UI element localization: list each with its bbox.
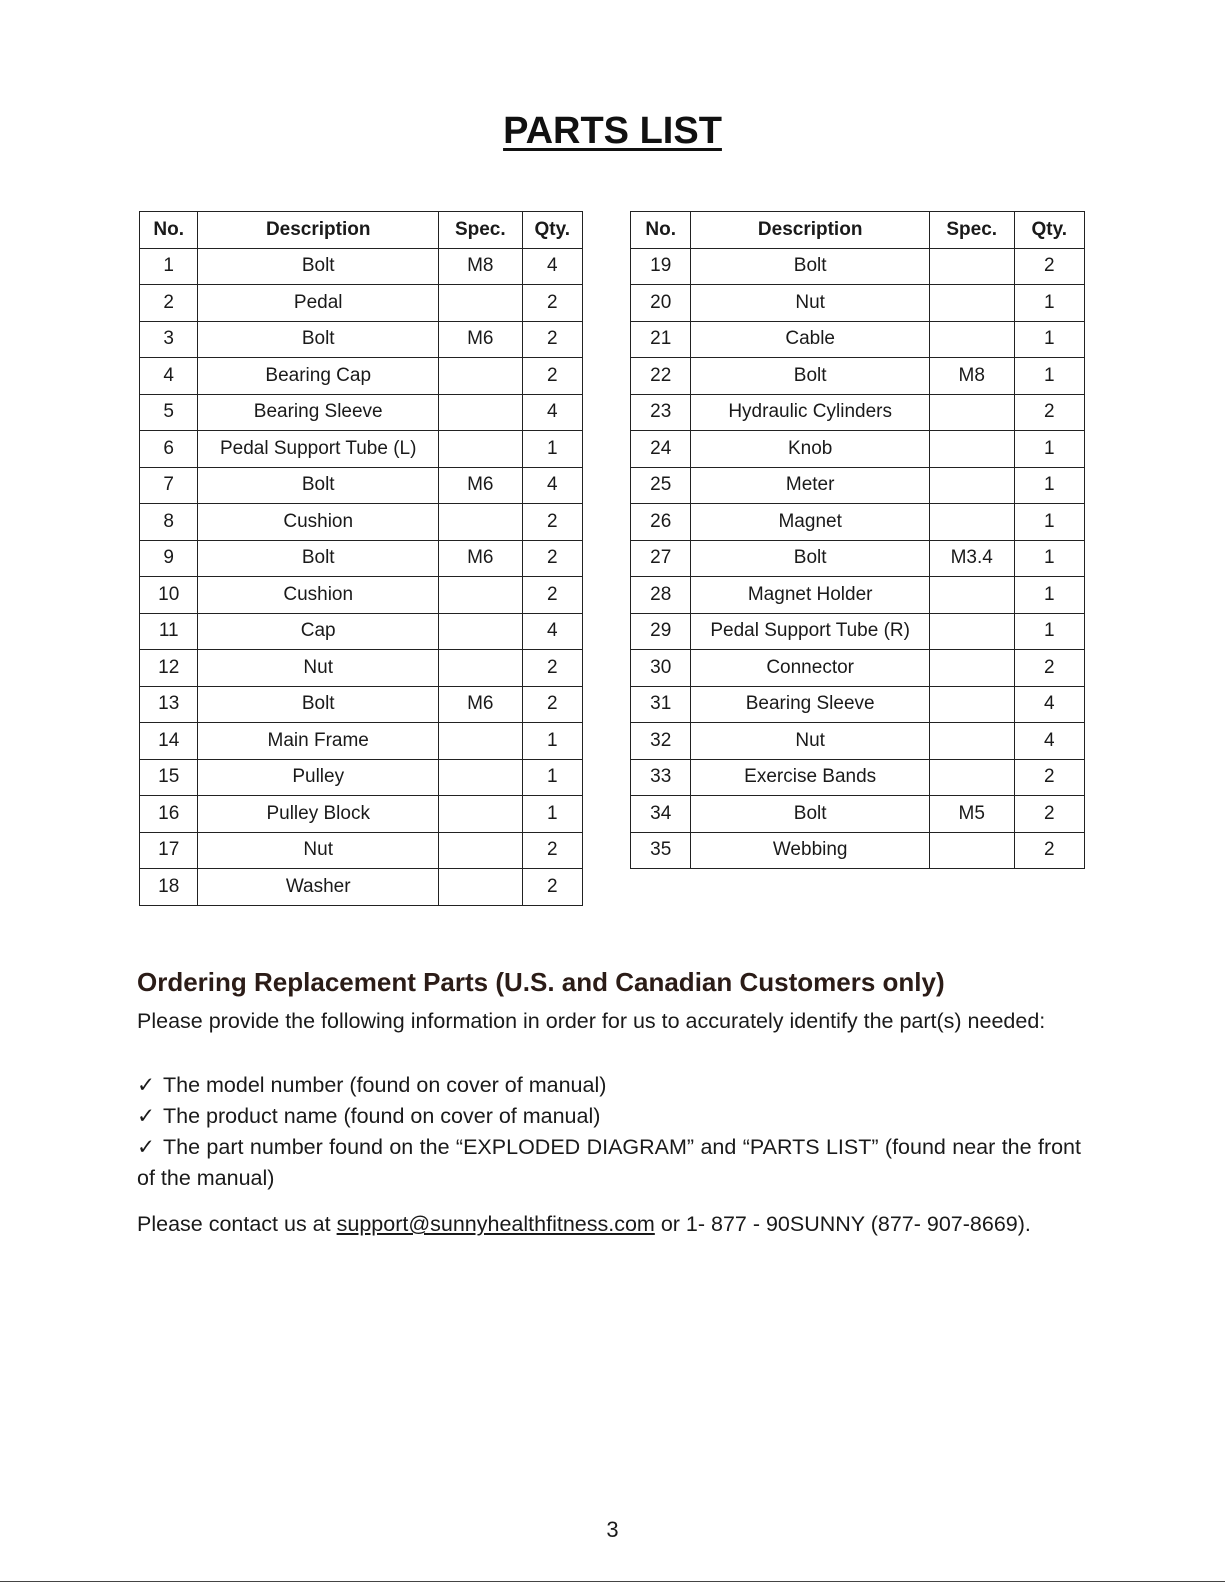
cell-description: Bearing Cap xyxy=(198,358,439,395)
cell-spec: M8 xyxy=(929,358,1014,395)
table-row xyxy=(631,540,1085,577)
cell-qty: 2 xyxy=(1014,759,1085,796)
cell-qty: 2 xyxy=(522,540,582,577)
table-row xyxy=(140,759,583,796)
cell-no: 26 xyxy=(631,504,691,541)
cell-description: Bolt xyxy=(691,540,930,577)
table-row xyxy=(631,248,1085,285)
page-title: PARTS LIST xyxy=(503,110,722,152)
cell-spec xyxy=(929,723,1014,760)
table-row xyxy=(631,796,1085,833)
cell-spec: M6 xyxy=(439,540,523,577)
check-mark-icon: ✓ xyxy=(137,1135,156,1159)
cell-spec xyxy=(929,577,1014,614)
cell-qty: 2 xyxy=(522,832,582,869)
table-row xyxy=(631,504,1085,541)
cell-no: 22 xyxy=(631,358,691,395)
table-row xyxy=(140,431,583,468)
cell-no: 5 xyxy=(140,394,198,431)
cell-no: 17 xyxy=(140,832,198,869)
cell-no: 21 xyxy=(631,321,691,358)
cell-spec xyxy=(439,394,523,431)
checklist-item-product-name xyxy=(137,1101,1081,1132)
cell-description: Magnet xyxy=(691,504,930,541)
cell-qty: 2 xyxy=(1014,248,1085,285)
table-row xyxy=(631,358,1085,395)
cell-spec: M6 xyxy=(439,686,523,723)
cell-qty: 1 xyxy=(1014,504,1085,541)
cell-qty: 2 xyxy=(522,686,582,723)
table-row xyxy=(140,504,583,541)
cell-spec xyxy=(439,723,523,760)
cell-qty: 2 xyxy=(522,321,582,358)
cell-spec xyxy=(929,431,1014,468)
parts-table-right-body xyxy=(631,248,1085,869)
column-header-qty: Qty. xyxy=(1014,212,1085,249)
checklist-item-part-number xyxy=(137,1132,1081,1194)
table-row xyxy=(631,467,1085,504)
cell-qty: 1 xyxy=(522,796,582,833)
support-email-link[interactable]: support@sunnyhealthfitness.com xyxy=(336,1212,655,1236)
cell-no: 35 xyxy=(631,832,691,869)
cell-no: 19 xyxy=(631,248,691,285)
cell-spec: M3.4 xyxy=(929,540,1014,577)
cell-no: 18 xyxy=(140,869,198,906)
cell-description: Bearing Sleeve xyxy=(691,686,930,723)
cell-qty: 4 xyxy=(522,394,582,431)
cell-spec: M6 xyxy=(439,321,523,358)
cell-description: Bolt xyxy=(691,358,930,395)
parts-table-left-body xyxy=(140,248,583,905)
cell-qty: 1 xyxy=(1014,613,1085,650)
cell-description: Meter xyxy=(691,467,930,504)
table-row xyxy=(140,832,583,869)
cell-qty: 2 xyxy=(1014,832,1085,869)
column-header-spec: Spec. xyxy=(929,212,1014,249)
column-header-qty: Qty. xyxy=(522,212,582,249)
table-row xyxy=(140,613,583,650)
cell-no: 30 xyxy=(631,650,691,687)
check-mark-icon: ✓ xyxy=(137,1073,156,1097)
cell-description: Cable xyxy=(691,321,930,358)
cell-description: Nut xyxy=(198,832,439,869)
table-row xyxy=(140,650,583,687)
cell-no: 2 xyxy=(140,285,198,322)
cell-description: Pedal xyxy=(198,285,439,322)
cell-spec xyxy=(439,285,523,322)
cell-no: 20 xyxy=(631,285,691,322)
cell-spec: M8 xyxy=(439,248,523,285)
table-row xyxy=(631,577,1085,614)
cell-no: 12 xyxy=(140,650,198,687)
contact-phone: or 1- 877 - 90SUNNY (877- 907-8669). xyxy=(660,1212,1031,1236)
checklist-item-model-number xyxy=(137,1070,1081,1101)
cell-description: Bolt xyxy=(198,540,439,577)
cell-description: Bolt xyxy=(691,796,930,833)
cell-no: 9 xyxy=(140,540,198,577)
table-row xyxy=(631,686,1085,723)
table-row xyxy=(631,431,1085,468)
cell-spec xyxy=(929,248,1014,285)
cell-no: 27 xyxy=(631,540,691,577)
contact-prefix: Please contact us at xyxy=(137,1212,331,1236)
cell-spec: M5 xyxy=(929,796,1014,833)
table-row xyxy=(631,723,1085,760)
cell-description: Knob xyxy=(691,431,930,468)
cell-spec xyxy=(929,467,1014,504)
cell-description: Nut xyxy=(198,650,439,687)
cell-no: 23 xyxy=(631,394,691,431)
cell-description: Washer xyxy=(198,869,439,906)
table-row xyxy=(631,832,1085,869)
table-row xyxy=(140,686,583,723)
cell-spec xyxy=(929,832,1014,869)
cell-description: Pedal Support Tube (R) xyxy=(691,613,930,650)
cell-qty: 1 xyxy=(522,723,582,760)
cell-qty: 1 xyxy=(522,759,582,796)
checklist-item-text: The product name (found on cover of manual) xyxy=(163,1104,601,1128)
table-row xyxy=(140,467,583,504)
cell-qty: 4 xyxy=(1014,723,1085,760)
cell-no: 13 xyxy=(140,686,198,723)
cell-qty: 1 xyxy=(1014,467,1085,504)
cell-spec xyxy=(929,504,1014,541)
cell-description: Cushion xyxy=(198,577,439,614)
cell-description: Main Frame xyxy=(198,723,439,760)
cell-qty: 1 xyxy=(522,431,582,468)
cell-no: 14 xyxy=(140,723,198,760)
bottom-rule xyxy=(0,1581,1225,1582)
cell-no: 33 xyxy=(631,759,691,796)
cell-spec xyxy=(929,613,1014,650)
table-row xyxy=(631,650,1085,687)
cell-no: 11 xyxy=(140,613,198,650)
table-row xyxy=(140,248,583,285)
check-mark-icon: ✓ xyxy=(137,1104,156,1128)
cell-description: Nut xyxy=(691,723,930,760)
checklist-item-text: The part number found on the “EXPLODED DIAGRAM” and “PARTS LIST” (found near the front of the manual) xyxy=(137,1135,1081,1190)
cell-qty: 2 xyxy=(522,358,582,395)
checklist-item-text: The model number (found on cover of manual) xyxy=(163,1073,607,1097)
cell-description: Bolt xyxy=(198,321,439,358)
ordering-intro: Please provide the following information in order for us to accurately identify the part(s) needed: xyxy=(137,1009,1046,1033)
cell-spec xyxy=(929,394,1014,431)
table-header-row xyxy=(631,212,1085,249)
cell-no: 34 xyxy=(631,796,691,833)
cell-description: Pulley Block xyxy=(198,796,439,833)
cell-qty: 2 xyxy=(522,504,582,541)
cell-no: 3 xyxy=(140,321,198,358)
table-row xyxy=(631,394,1085,431)
contact-paragraph xyxy=(137,1206,1081,1242)
cell-spec: M6 xyxy=(439,467,523,504)
table-row xyxy=(140,358,583,395)
cell-no: 28 xyxy=(631,577,691,614)
table-row xyxy=(631,321,1085,358)
table-row xyxy=(631,285,1085,322)
ordering-heading: Ordering Replacement Parts (U.S. and Canadian Customers only) xyxy=(137,967,945,997)
cell-description: Bolt xyxy=(198,467,439,504)
cell-no: 25 xyxy=(631,467,691,504)
cell-spec xyxy=(929,759,1014,796)
cell-qty: 4 xyxy=(522,248,582,285)
table-row xyxy=(140,394,583,431)
cell-spec xyxy=(439,577,523,614)
cell-description: Pedal Support Tube (L) xyxy=(198,431,439,468)
cell-spec xyxy=(439,796,523,833)
cell-spec xyxy=(439,358,523,395)
cell-no: 15 xyxy=(140,759,198,796)
cell-spec xyxy=(929,686,1014,723)
cell-spec xyxy=(439,869,523,906)
cell-description: Cap xyxy=(198,613,439,650)
cell-spec xyxy=(439,504,523,541)
cell-qty: 4 xyxy=(522,467,582,504)
table-header-row xyxy=(140,212,583,249)
cell-description: Bolt xyxy=(198,248,439,285)
column-header-description: Description xyxy=(691,212,930,249)
cell-no: 29 xyxy=(631,613,691,650)
cell-description: Webbing xyxy=(691,832,930,869)
table-row xyxy=(631,759,1085,796)
cell-qty: 2 xyxy=(522,285,582,322)
cell-no: 7 xyxy=(140,467,198,504)
cell-spec xyxy=(439,650,523,687)
cell-description: Bolt xyxy=(691,248,930,285)
cell-description: Hydraulic Cylinders xyxy=(691,394,930,431)
cell-description: Bolt xyxy=(198,686,439,723)
column-header-no: No. xyxy=(631,212,691,249)
cell-qty: 2 xyxy=(522,650,582,687)
cell-spec xyxy=(439,613,523,650)
cell-qty: 1 xyxy=(1014,540,1085,577)
cell-no: 8 xyxy=(140,504,198,541)
cell-spec xyxy=(929,650,1014,687)
cell-qty: 4 xyxy=(1014,686,1085,723)
cell-no: 6 xyxy=(140,431,198,468)
parts-table-left xyxy=(139,211,583,906)
cell-spec xyxy=(439,431,523,468)
cell-no: 1 xyxy=(140,248,198,285)
page-number: 3 xyxy=(606,1517,619,1542)
cell-qty: 2 xyxy=(522,577,582,614)
table-row xyxy=(140,577,583,614)
cell-description: Pulley xyxy=(198,759,439,796)
cell-description: Bearing Sleeve xyxy=(198,394,439,431)
cell-qty: 2 xyxy=(522,869,582,906)
table-row xyxy=(140,869,583,906)
table-row xyxy=(140,796,583,833)
cell-qty: 4 xyxy=(522,613,582,650)
cell-no: 16 xyxy=(140,796,198,833)
cell-qty: 1 xyxy=(1014,431,1085,468)
cell-no: 24 xyxy=(631,431,691,468)
cell-description: Cushion xyxy=(198,504,439,541)
column-header-no: No. xyxy=(140,212,198,249)
cell-qty: 1 xyxy=(1014,285,1085,322)
cell-spec xyxy=(929,321,1014,358)
column-header-spec: Spec. xyxy=(439,212,523,249)
table-row xyxy=(140,321,583,358)
table-row xyxy=(140,723,583,760)
cell-spec xyxy=(439,759,523,796)
cell-description: Connector xyxy=(691,650,930,687)
cell-qty: 2 xyxy=(1014,796,1085,833)
cell-spec xyxy=(929,285,1014,322)
cell-description: Exercise Bands xyxy=(691,759,930,796)
parts-table-right xyxy=(630,211,1085,869)
cell-no: 10 xyxy=(140,577,198,614)
cell-spec xyxy=(439,832,523,869)
cell-qty: 1 xyxy=(1014,577,1085,614)
cell-no: 32 xyxy=(631,723,691,760)
cell-qty: 2 xyxy=(1014,650,1085,687)
column-header-description: Description xyxy=(198,212,439,249)
cell-description: Magnet Holder xyxy=(691,577,930,614)
cell-qty: 1 xyxy=(1014,358,1085,395)
cell-no: 4 xyxy=(140,358,198,395)
cell-qty: 2 xyxy=(1014,394,1085,431)
table-row xyxy=(631,613,1085,650)
table-row xyxy=(140,285,583,322)
table-row xyxy=(140,540,583,577)
cell-no: 31 xyxy=(631,686,691,723)
cell-description: Nut xyxy=(691,285,930,322)
cell-qty: 1 xyxy=(1014,321,1085,358)
